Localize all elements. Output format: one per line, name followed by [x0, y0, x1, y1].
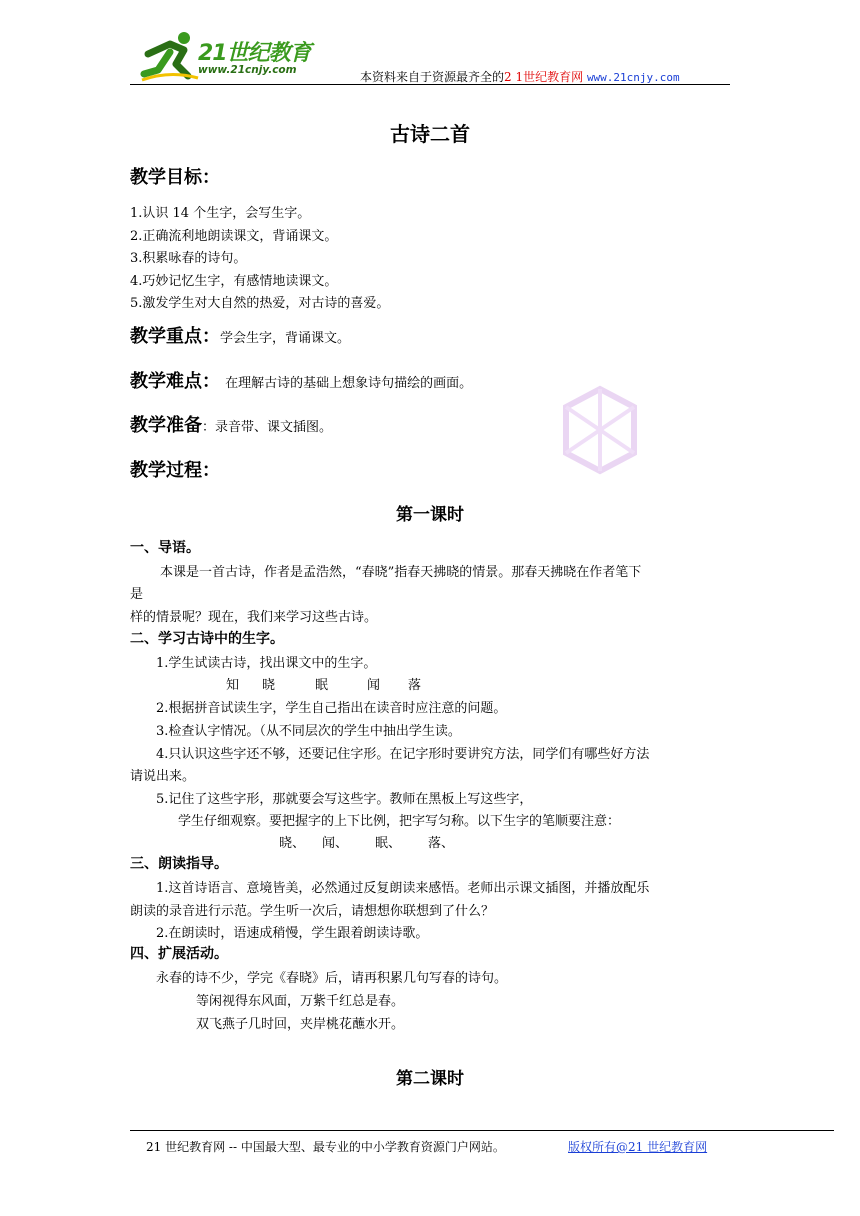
section-1-line: 本课是一首古诗，作者是孟浩然，“春晓”指春天拂晓的情景。那春天拂晓在作者笔下 [160, 565, 642, 580]
section-1-line: 是 [130, 587, 144, 602]
difficulty-text: 在理解古诗的基础上想象诗句描绘的画面。 [225, 376, 473, 391]
preparation-heading: 教学准备 [130, 415, 202, 436]
section-3-item: 朗读的录音进行示范。学生听一次后，请想想你联想到了什么？ [130, 904, 495, 919]
stroke-order-char: 眠、 [375, 836, 402, 851]
section-2-item: 4.只认识这些字还不够，还要记住字形。在记字形时要讲究方法，同学们有哪些好方法 [156, 747, 650, 762]
stroke-order-char: 晓、 [279, 836, 306, 851]
lesson-1-title: 第一课时 [396, 505, 464, 525]
section-3-heading: 三、朗读指导。 [130, 856, 228, 872]
lesson-2-title: 第二课时 [396, 1069, 464, 1089]
runner-icon [140, 30, 200, 86]
key-points-heading: 教学重点： [130, 326, 220, 347]
key-points-text: 学会生字，背诵课文。 [220, 331, 351, 346]
footer-site-description: 21 世纪教育网 -- 中国最大型、最专业的中小学教育资源门户网站。 [146, 1140, 505, 1154]
stroke-order-char: 落、 [428, 836, 455, 851]
objective-item: 2.正确流利地朗读课文，背诵课文。 [130, 229, 338, 244]
objective-item: 1.认识 14 个生字，会写生字。 [130, 206, 311, 221]
process-heading: 教学过程： [130, 460, 220, 481]
header-divider [130, 84, 730, 85]
difficulty-heading: 教学难点： [130, 371, 220, 392]
poem-line: 等闲视得东风面，万紫千红总是春。 [196, 994, 405, 1009]
section-2-item: 1.学生试读古诗，找出课文中的生字。 [156, 656, 377, 671]
preparation-text: ：录音带、课文插图。 [202, 420, 333, 435]
key-points-row [130, 322, 350, 348]
section-4-intro: 永春的诗不少，学完《春晓》后，请再积累几句写春的诗句。 [156, 971, 508, 986]
new-char: 落 [408, 678, 422, 693]
section-3-item: 1.这首诗语言、意境皆美，必然通过反复朗读来感悟。老师出示课文插图，并播放配乐 [156, 881, 650, 896]
objective-item: 5.激发学生对大自然的热爱，对古诗的喜爱。 [130, 296, 390, 311]
section-2-item: 3.检查认字情况。（从不同层次的学生中抽出学生读。 [156, 724, 461, 739]
section-4-heading: 四、扩展活动。 [130, 946, 228, 962]
section-1-line: 样的情景呢？现在，我们来学习这些古诗。 [130, 610, 378, 625]
objective-item: 3.积累咏春的诗句。 [130, 251, 247, 266]
section-2-item: 学生仔细观察。要把握字的上下比例，把字写匀称。以下生字的笔顺要注意： [178, 814, 621, 829]
preparation-row [130, 411, 332, 437]
watermark-decoration [560, 385, 640, 475]
footer-copyright-link[interactable]: 版权所有@21 世纪教育网 [568, 1140, 708, 1154]
section-1-heading: 一、导语。 [130, 540, 200, 556]
site-logo [140, 30, 340, 86]
difficulty-row [130, 367, 472, 393]
section-2-item: 2.根据拼音试读生字，学生自己指出在读音时应注意的问题。 [156, 701, 507, 716]
section-2-heading: 二、学习古诗中的生字。 [130, 631, 284, 647]
objective-item: 4.巧妙记忆生字，有感情地读课文。 [130, 274, 338, 289]
section-2-item: 5.记住了这些字形，那就要会写这些字。教师在黑板上写这些字， [156, 792, 533, 807]
logo-brand-text: 21世纪教育 [198, 41, 311, 66]
new-char: 晓 [262, 678, 276, 693]
header-note-site: 2 1世纪教育网 [504, 70, 584, 84]
header-source-note [360, 68, 680, 85]
header-note-prefix: 本资料来自于资源最齐全的 [360, 70, 505, 84]
new-char: 知 [226, 678, 240, 693]
section-2-item: 请说出来。 [130, 769, 196, 784]
page-title: 古诗二首 [390, 122, 470, 146]
poem-line: 双飞燕子几时回，夹岸桃花蘸水开。 [196, 1017, 405, 1032]
header-note-url[interactable]: www.21cnjy.com [586, 71, 680, 84]
logo-url-text: www.21cnjy.com [198, 64, 297, 76]
objectives-heading: 教学目标： [130, 167, 220, 188]
new-char: 眠 [315, 678, 329, 693]
footer-divider [130, 1130, 834, 1131]
stroke-order-char: 闻、 [322, 836, 349, 851]
new-char: 闻 [367, 678, 381, 693]
section-3-item: 2.在朗读时，语速成稍慢，学生跟着朗读诗歌。 [156, 926, 429, 941]
